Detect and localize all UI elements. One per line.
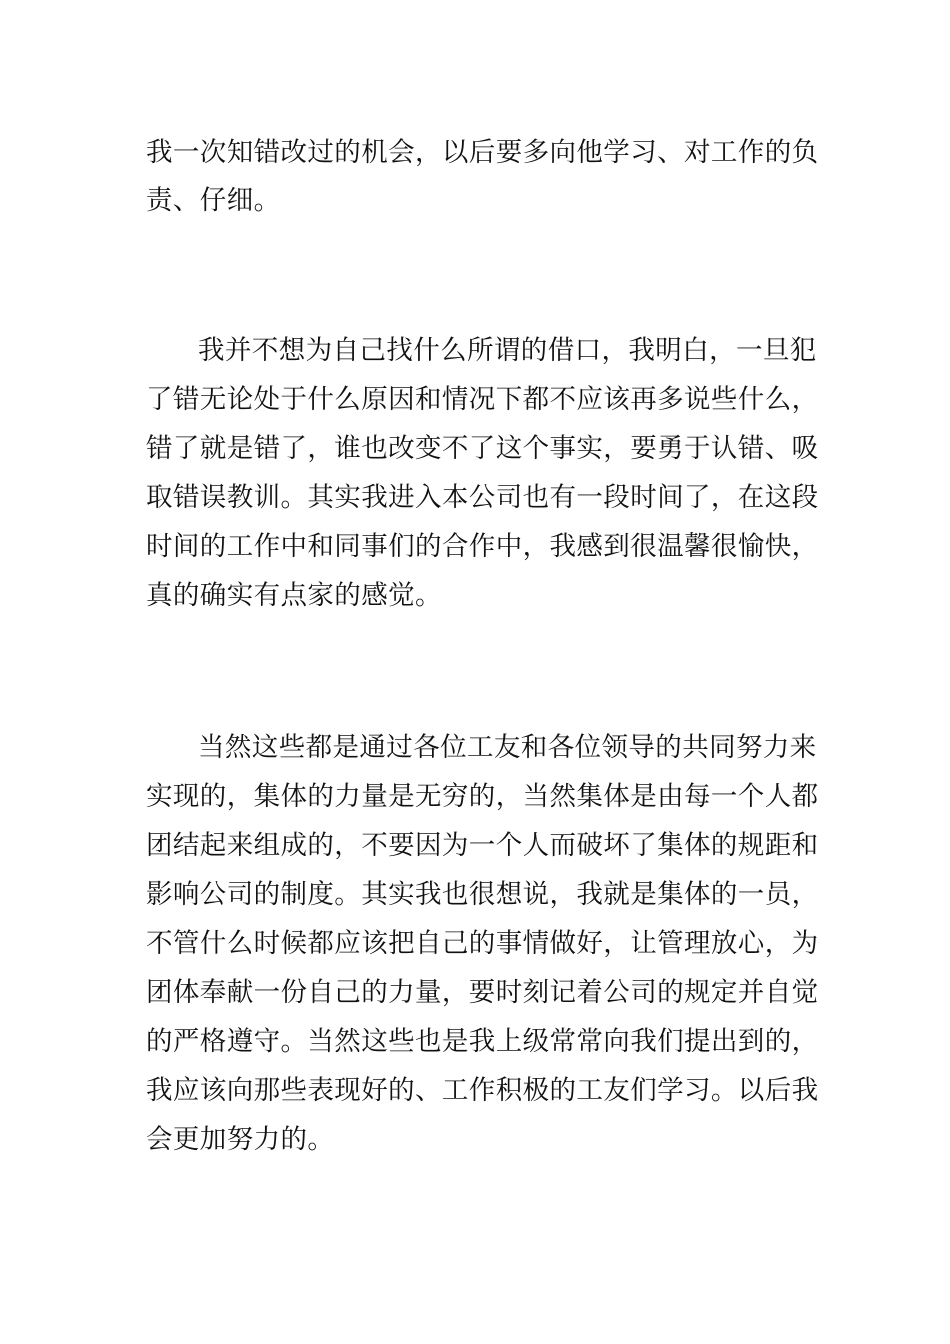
paragraph-line: 时间的工作中和同事们的合作中，我感到很温馨很愉快， <box>146 531 819 562</box>
paragraph-line: 错了就是错了，谁也改变不了这个事实，要勇于认错、吸 <box>146 433 819 464</box>
paragraph-line: 我一次知错改过的机会，以后要多向他学习、对工作的负 <box>146 137 819 168</box>
paragraph-line: 会更加努力的。 <box>146 1124 335 1155</box>
paragraph-line: 我并不想为自己找什么所谓的借口，我明白，一旦犯 <box>198 335 817 366</box>
paragraph-line: 了错无论处于什么原因和情况下都不应该再多说些什么， <box>146 384 819 415</box>
paragraph-line: 取错误教训。其实我进入本公司也有一段时间了，在这段 <box>146 482 819 513</box>
paragraph-line: 真的确实有点家的感觉。 <box>146 580 442 611</box>
paragraph-line: 团体奉献一份自己的力量，要时刻记着公司的规定并自觉 <box>146 977 819 1008</box>
paragraph-line: 的严格遵守。当然这些也是我上级常常向我们提出到的， <box>146 1026 819 1057</box>
paragraph-line: 责、仔细。 <box>146 185 281 216</box>
paragraph-line: 我应该向那些表现好的、工作积极的工友们学习。以后我 <box>146 1075 819 1106</box>
paragraph-line: 不管什么时候都应该把自己的事情做好，让管理放心，为 <box>146 928 819 959</box>
paragraph-line: 影响公司的制度。其实我也很想说，我就是集体的一员， <box>146 879 819 910</box>
paragraph-line: 当然这些都是通过各位工友和各位领导的共同努力来 <box>198 732 817 763</box>
paragraph-line: 团结起来组成的，不要因为一个人而破坏了集体的规距和 <box>146 830 819 861</box>
paragraph-line: 实现的，集体的力量是无穷的，当然集体是由每一个人都 <box>146 781 819 812</box>
